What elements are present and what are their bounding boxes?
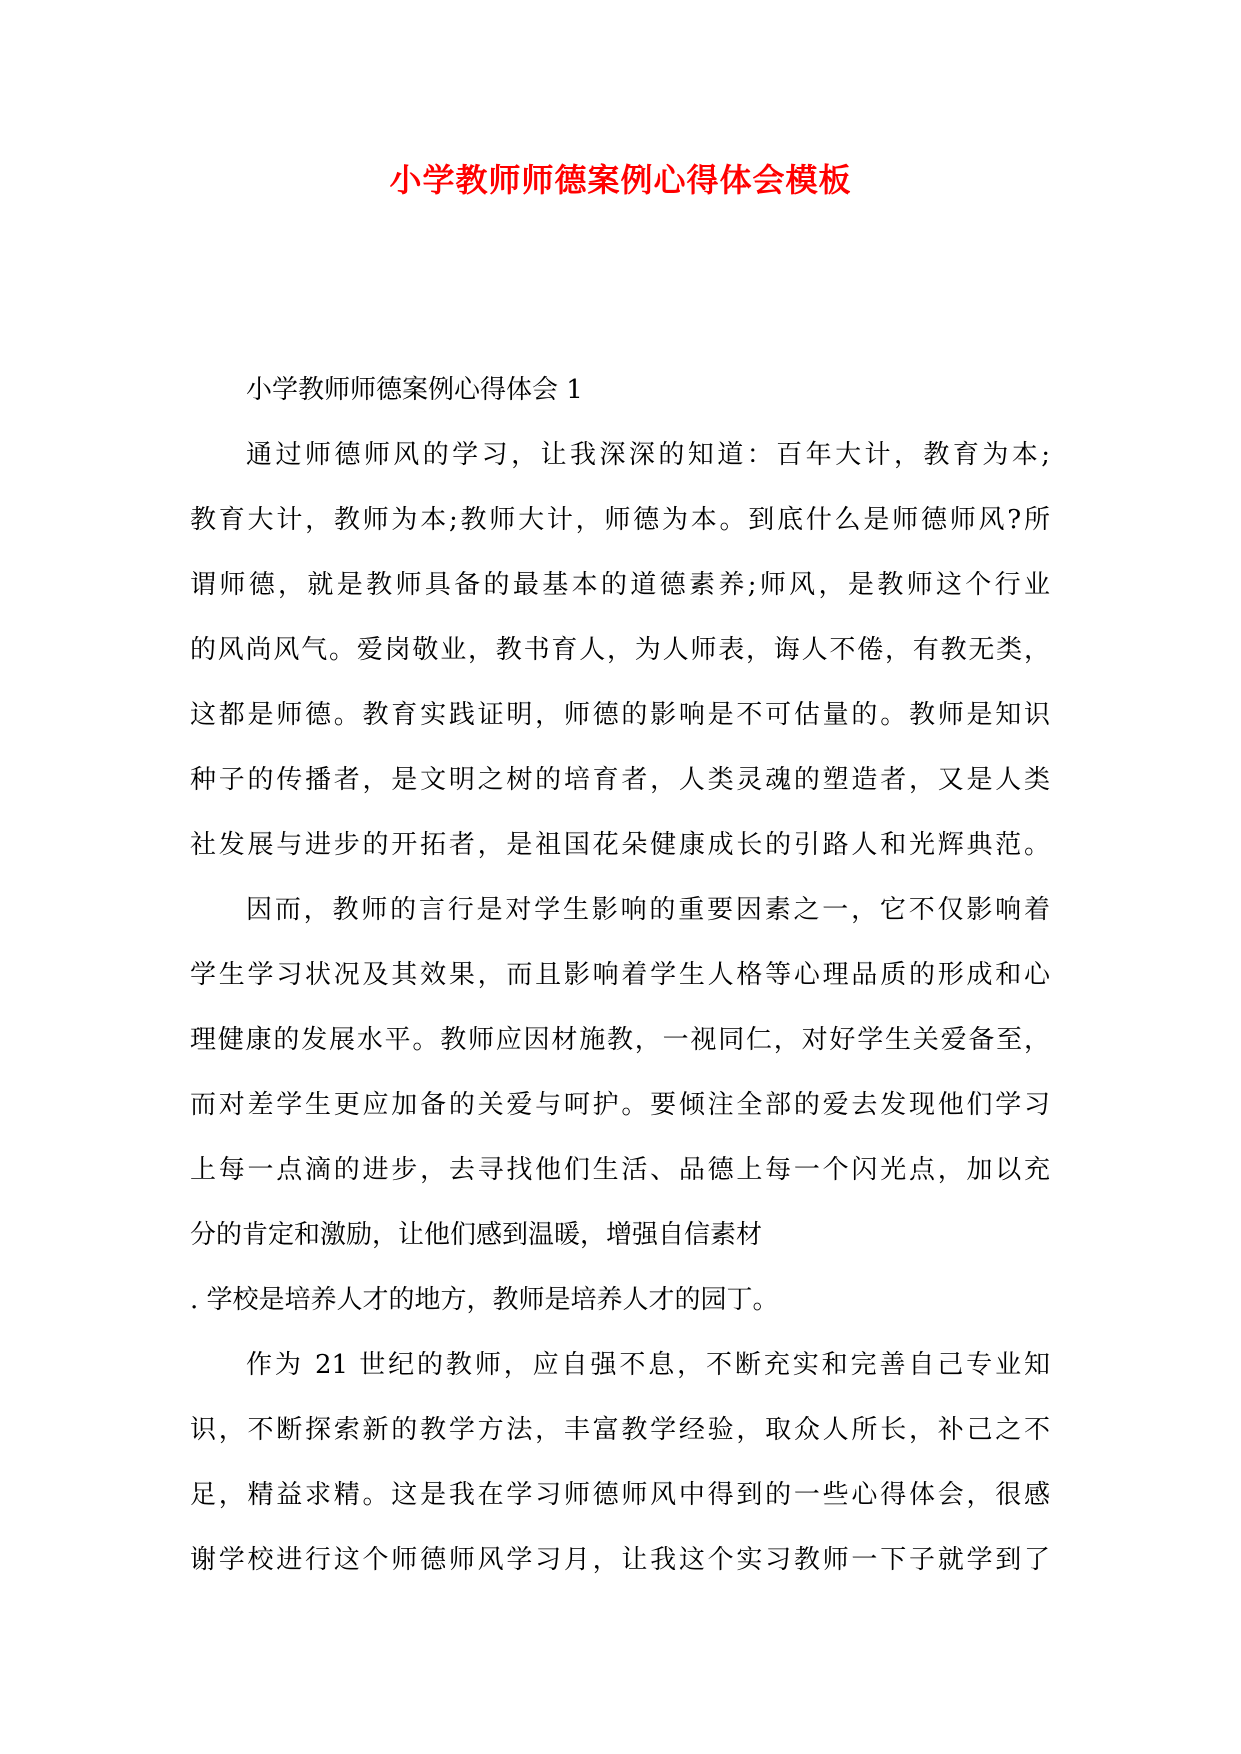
body-line: 这都是师德。教育实践证明，师德的影响是不可估量的。教师是知识: [190, 700, 1050, 730]
body-line: 谢学校进行这个师德师风学习月，让我这个实习教师一下子就学到了: [190, 1545, 1050, 1575]
body-line: 社发展与进步的开拓者，是祖国花朵健康成长的引路人和光辉典范。: [190, 830, 1050, 860]
body-line: 分的肯定和激励，让他们感到温暖，增强自信素材: [190, 1220, 763, 1250]
body-line: 识，不断探索新的教学方法，丰富教学经验，取众人所长，补己之不: [190, 1415, 1050, 1445]
body-line: 的风尚风气。爱岗敬业，教书育人，为人师表，诲人不倦，有教无类，: [190, 635, 1050, 665]
document-title: 小学教师师德案例心得体会模板: [389, 161, 852, 199]
section-heading: 小学教师师德案例心得体会 1: [246, 375, 583, 405]
body-line: 谓师德，就是教师具备的最基本的道德素养;师风，是教师这个行业: [190, 570, 1050, 600]
body-line: 教育大计，教师为本;教师大计，师德为本。到底什么是师德师风?所: [190, 505, 1050, 535]
body-line: 足，精益求精。这是我在学习师德师风中得到的一些心得体会，很感: [190, 1480, 1050, 1510]
body-line: 作为 21 世纪的教师，应自强不息，不断充实和完善自己专业知: [246, 1350, 1050, 1380]
body-line: 因而，教师的言行是对学生影响的重要因素之一，它不仅影响着: [246, 895, 1050, 925]
body-line: 上每一点滴的进步，去寻找他们生活、品德上每一个闪光点，加以充: [190, 1155, 1050, 1185]
body-line: 种子的传播者，是文明之树的培育者，人类灵魂的塑造者，又是人类: [190, 765, 1050, 795]
document-body: [190, 358, 1050, 1593]
body-line: 学生学习状况及其效果，而且影响着学生人格等心理品质的形成和心: [190, 960, 1050, 990]
body-line: 通过师德师风的学习，让我深深的知道：百年大计，教育为本;: [246, 440, 1050, 470]
body-line: 而对差学生更应加备的关爱与呵护。要倾注全部的爱去发现他们学习: [190, 1090, 1050, 1120]
body-line: . 学校是培养人才的地方，教师是培养人才的园丁。: [190, 1285, 779, 1315]
body-line: 理健康的发展水平。教师应因材施教，一视同仁，对好学生关爱备至，: [190, 1025, 1050, 1055]
